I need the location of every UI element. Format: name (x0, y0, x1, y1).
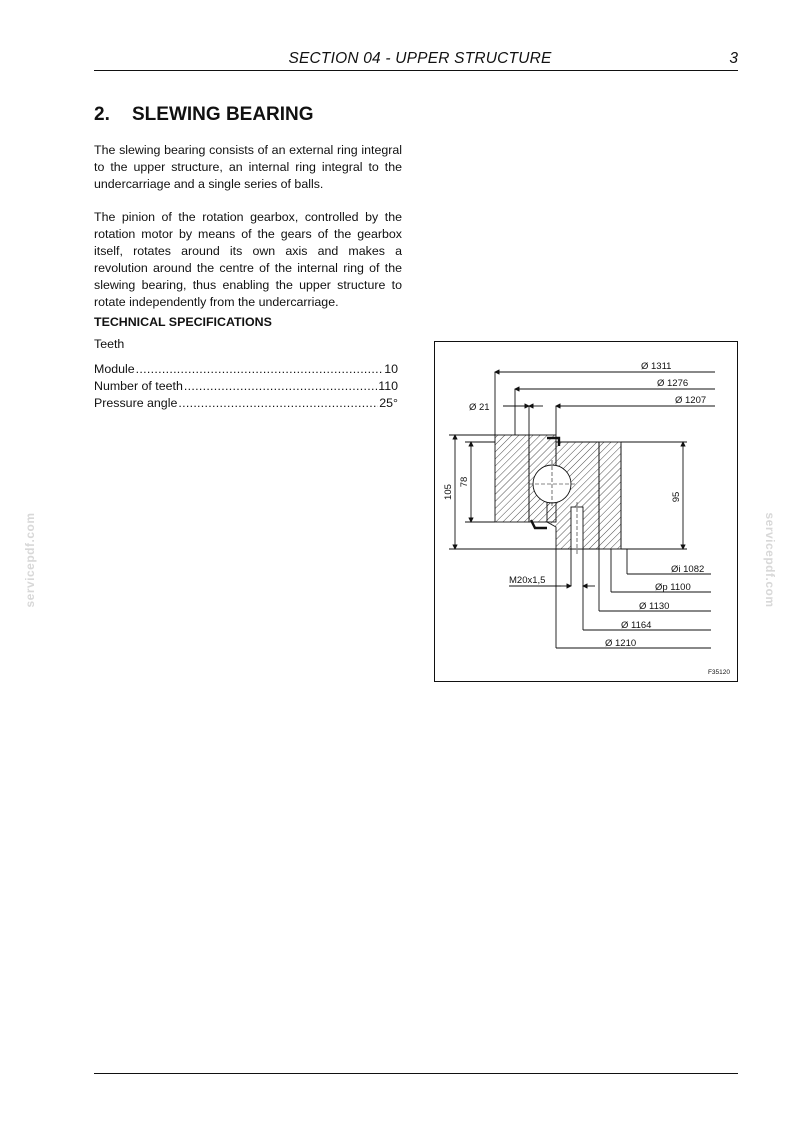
spec-value: 25° (379, 395, 398, 410)
paragraph-2: The pinion of the rotation gearbox, controlled by the rotation motor by means of the gears of the gearbox itself, rotates around its own axis and makes a revolution around the centre of the internal ring of the slewing bearing, thus enabling the upper structure to rotate independently from the undercarriage. (94, 210, 402, 309)
spec-value: 110 (378, 378, 398, 393)
dot-leader (184, 378, 377, 395)
dim-h105: 105 (443, 484, 454, 500)
dot-leader (136, 361, 384, 378)
spec-label: Number of teeth (94, 378, 183, 393)
bearing-drawing (434, 341, 738, 682)
dim-d1130: Ø 1130 (639, 601, 670, 612)
page-number: 3 (729, 50, 738, 67)
spec-value: 10 (384, 362, 398, 376)
bearing-cross-section (435, 342, 737, 681)
dim-h95: 95 (671, 491, 682, 503)
watermark-left: servicepdf.com (23, 512, 37, 608)
dot-leader (178, 395, 378, 412)
dim-d1164: Ø 1164 (621, 620, 652, 631)
spec-label: Pressure angle (94, 395, 178, 410)
section-title: SLEWING BEARING (132, 104, 314, 125)
spec-heading: TECHNICAL SPECIFICATIONS (94, 315, 272, 329)
header-rule (94, 70, 738, 71)
dim-d21: Ø 21 (469, 402, 490, 413)
figure-id: F35120 (707, 669, 730, 676)
dim-d1210: Ø 1210 (605, 638, 637, 649)
spec-row-module (94, 361, 398, 378)
dim-d1207: Ø 1207 (675, 395, 707, 406)
dim-d1311: Ø 1311 (641, 361, 672, 372)
spec-row-pressure-angle (94, 395, 398, 412)
section-heading (94, 104, 314, 126)
spec-label: Module (94, 362, 135, 376)
paragraph-1: The slewing bearing consists of an external ring integral to the upper structure, an internal ring integral to the undercarriage and a single series of balls. (94, 143, 402, 191)
dim-thread: M20x1,5 (509, 575, 546, 586)
spec-subheading: Teeth (94, 337, 125, 351)
spec-list (94, 361, 398, 412)
dim-di1082: Øi 1082 (671, 564, 705, 575)
footer-rule (94, 1073, 738, 1074)
spec-row-teeth (94, 378, 398, 395)
dim-h78: 78 (459, 476, 470, 488)
header-title: SECTION 04 - UPPER STRUCTURE (288, 50, 552, 67)
watermark-right: servicepdf.com (763, 512, 777, 608)
dim-dp1100: Øp 1100 (655, 582, 691, 593)
outer-ring (495, 435, 529, 522)
dim-d1276: Ø 1276 (657, 378, 689, 389)
section-number: 2. (94, 104, 110, 125)
